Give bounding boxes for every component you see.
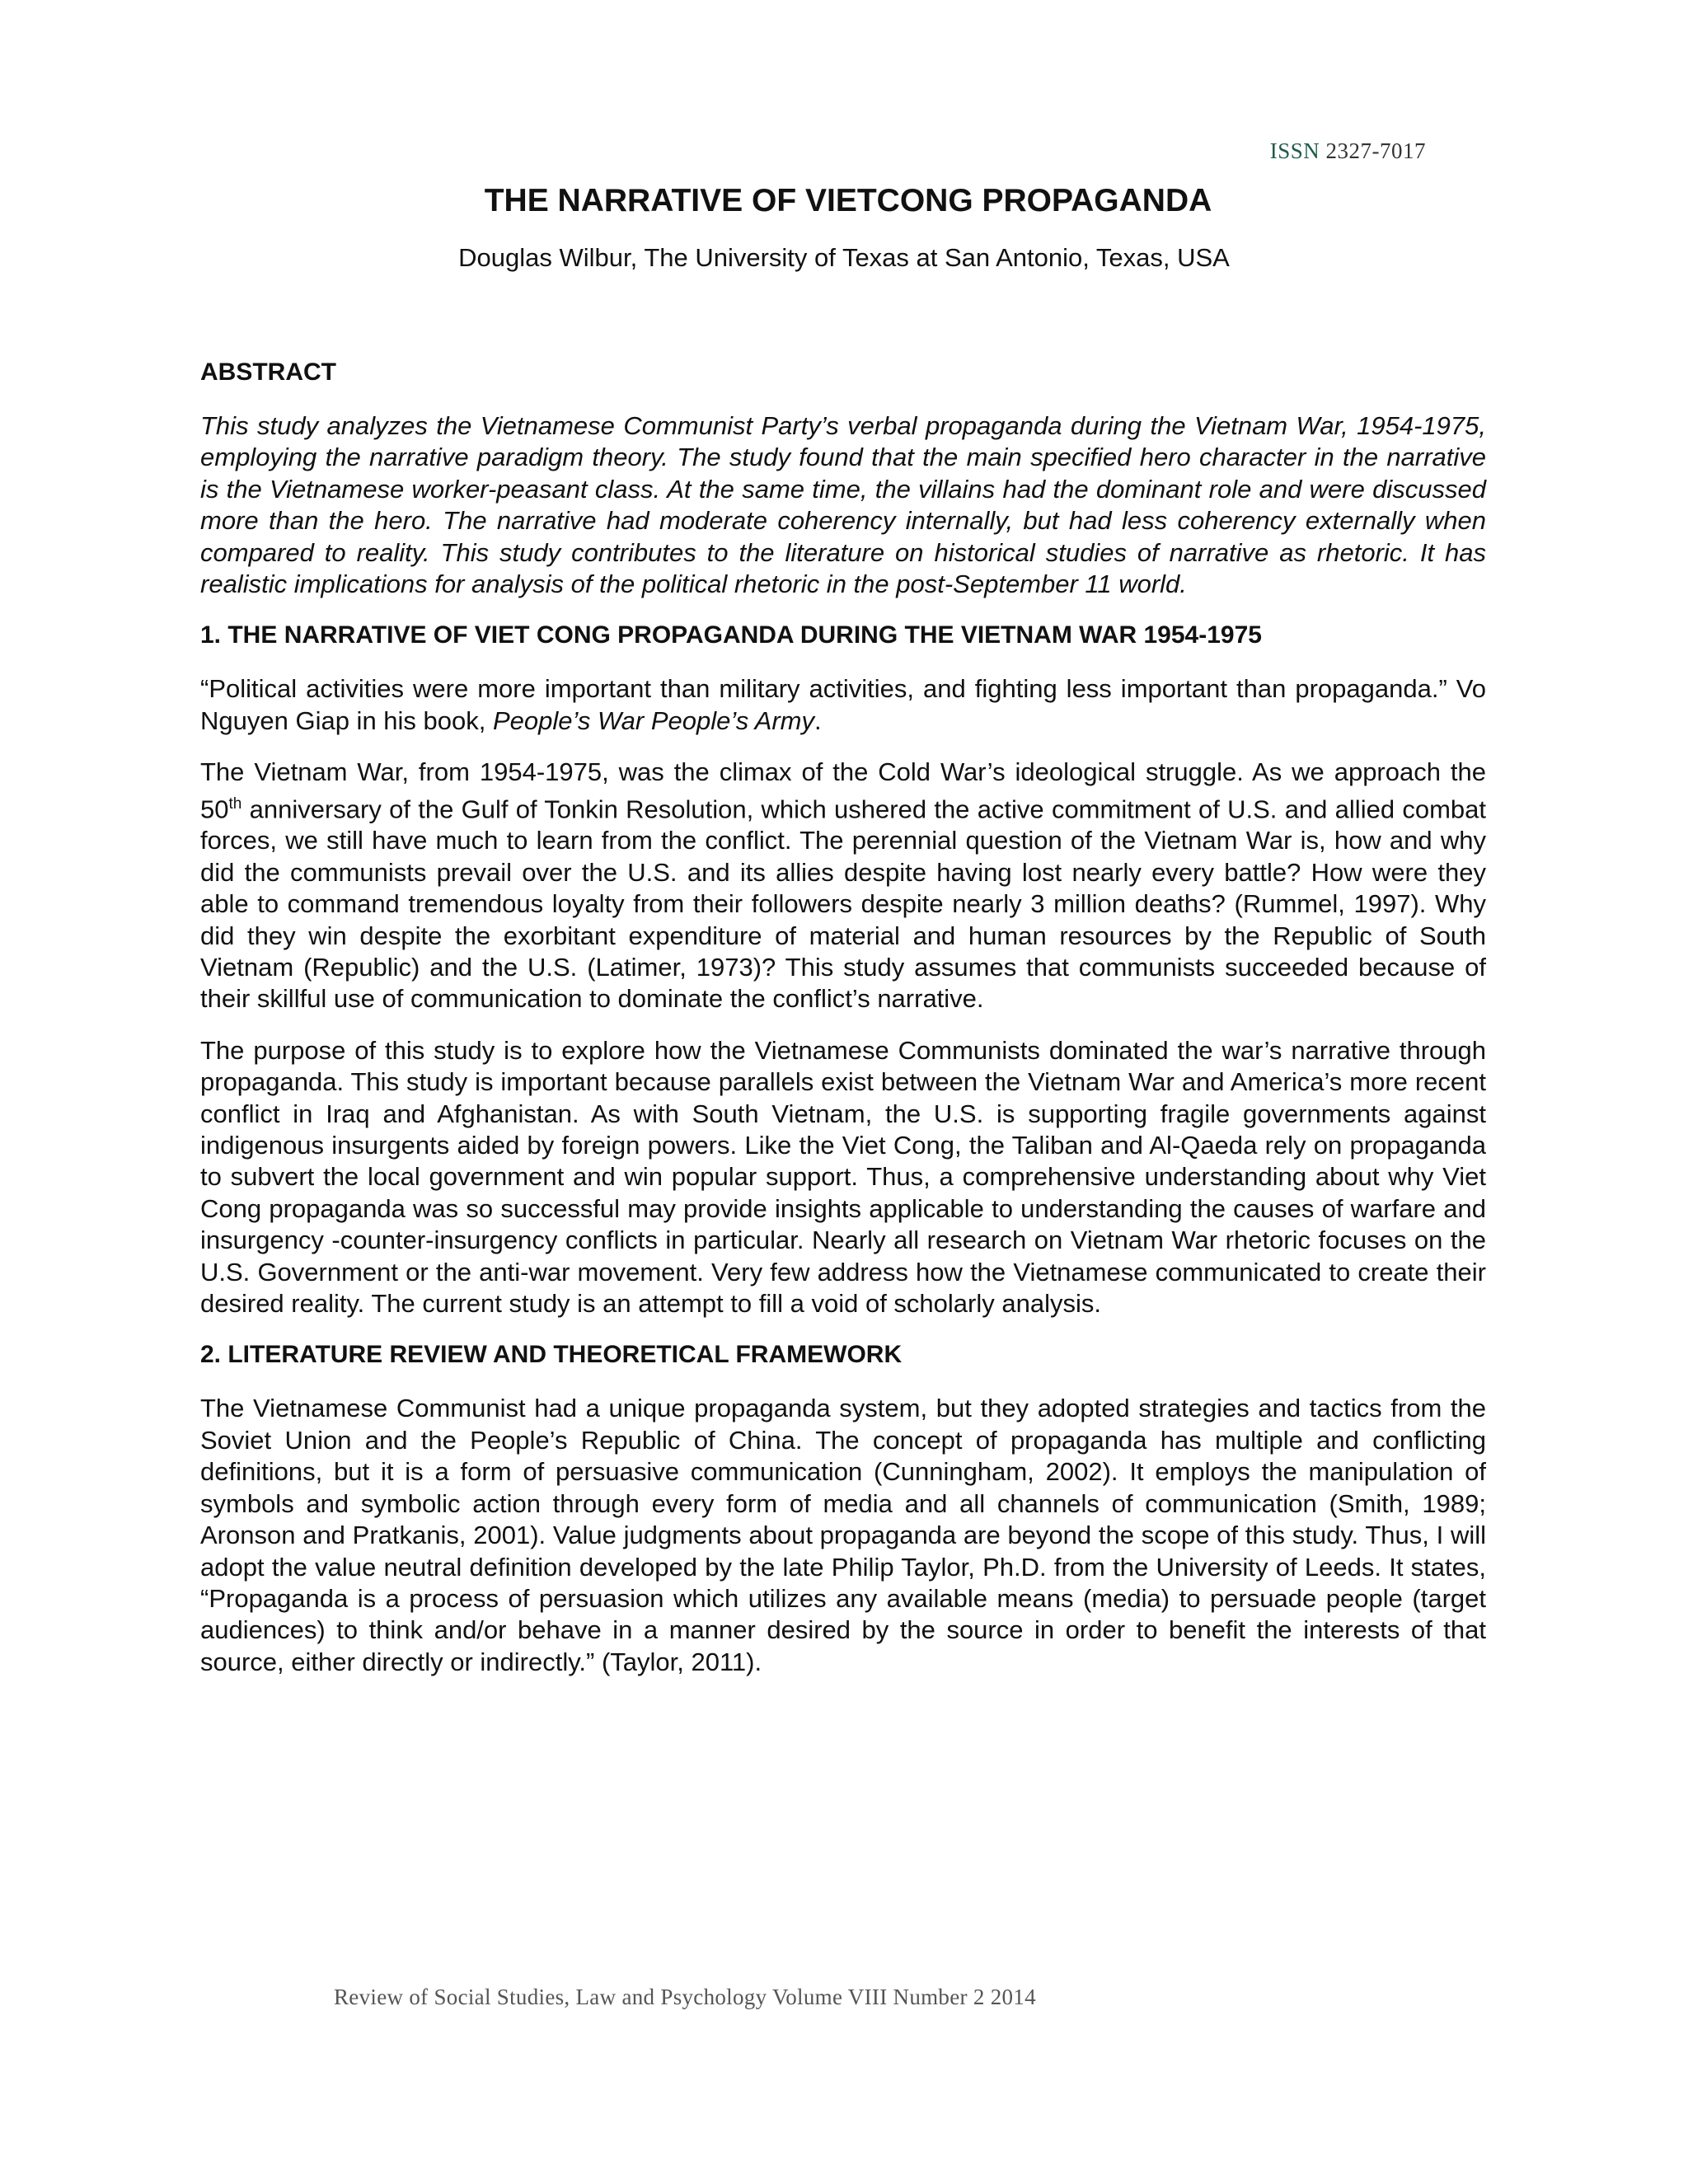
journal-footer: Review of Social Studies, Law and Psychology Volume VIII Number 2 2014	[334, 1985, 1036, 2009]
issn-header	[1270, 138, 1426, 164]
paper-title: THE NARRATIVE OF VIETCONG PROPAGANDA	[484, 183, 1212, 218]
section-1-quote	[200, 673, 1486, 737]
paper-body	[200, 357, 1486, 1698]
section-2-paragraph-1: The Vietnamese Communist had a unique propaganda system, but they adopted strategies and tactics from the Soviet Union and the People’s Republic of China. The concept of propaganda has multiple and conflicting definitions, but it is a form of persuasive communication (Cunningham, 2002). It employs the manipulation of symbols and symbolic action through every form of media and all channels of communication (Smith, 1989; Aronson and Pratkanis, 2001). Value judgments about propaganda are beyond the scope of this study. Thus, I will adopt the value neutral definition developed by the late Philip Taylor, Ph.D. from the University of Leeds. It states, “Propaganda is a process of persuasion which utilizes any available means (media) to persuade people (target audiences) to think and/or behave in a manner desired by the source in order to benefit the interests of that source, either directly or indirectly.” (Taylor, 2011).	[200, 1394, 1486, 1676]
abstract-heading: ABSTRACT	[200, 359, 336, 386]
section-1-paragraph-3: The purpose of this study is to explore how the Vietnamese Communists dominated the war’s narrative through propaganda. This study is important because parallels exist between the Vietnam War and America’s more recent conflict in Iraq and Afghanistan. As with South Vietnam, the U.S. is supporting fragile governments against indigenous insurgents aided by foreign powers. Like the Viet Cong, the Taliban and Al-Qaeda rely on propaganda to subvert the local government and win popular support. Thus, a comprehensive understanding about why Viet Cong propaganda was so successful may provide insights applicable to understanding the causes of warfare and insurgency -counter-insurgency conflicts in particular. Nearly all research on Vietnam War rhetoric focuses on the U.S. Government or the anti-war movement. Very few address how the Vietnamese communicated to create their desired reality. The current study is an attempt to fill a void of scholarly analysis.	[200, 1035, 1486, 1319]
paragraph-2-part-b: anniversary of the Gulf of Tonkin Resolution, which ushered the active commitment of U.S. and allied combat forces, we still have much to learn from the conflict. The perennial question of the Vietnam War is, how and why did the communists prevail over the U.S. and its allies despite having lost nearly every battle? How were they able to command tremendous loyalty from their followers despite nearly 3 million deaths? (Rummel, 1997). Why did they win despite the exorbitant expenditure of material and human resources by the Republic of South Vietnam (Republic) and the U.S. (Latimer, 1973)? This study assumes that communists succeeded because of their skillful use of communication to dominate the conflict’s narrative.	[200, 794, 1486, 1014]
quote-book-title: People’s War People’s Army	[493, 705, 814, 735]
section-1-paragraph-2	[200, 757, 1486, 1015]
paragraph-2-part-a: The Vietnam War, from 1954-1975, was the climax of the Cold War’s ideological struggle. As we approach the 50	[200, 757, 1486, 823]
abstract-text: This study analyzes the Vietnamese Communist Party’s verbal propaganda during the Vietnam War, 1954-1975, employing the narrative paradigm theory. The study found that the main specified hero character in the narrative is the Vietnamese worker-peasant class. At the same time, the villains had the dominant role and were discussed more than the hero. The narrative had moderate coherency internally, but had less coherency externally when compared to reality. This study contributes to the literature on historical studies of narrative as rhetoric. It has realistic implications for analysis of the political rhetoric in the post-September 11 world.	[200, 411, 1486, 599]
section-2-heading: 2. LITERATURE REVIEW AND THEORETICAL FRAMEWORK	[200, 1341, 903, 1369]
ordinal-superscript: th	[228, 794, 242, 813]
quote-text: “Political activities were more important than military activities, and fighting less important than propaganda.” Vo Nguyen Giap in his book,	[200, 674, 1486, 735]
quote-end: .	[814, 705, 822, 735]
section-1-heading: 1. THE NARRATIVE OF VIET CONG PROPAGANDA DURING THE VIETNAM WAR 1954-1975	[200, 621, 1262, 649]
issn-label: ISSN	[1269, 138, 1320, 163]
author-line: Douglas Wilbur, The University of Texas at San Antonio, Texas, USA	[458, 243, 1230, 272]
issn-number: 2327-7017	[1325, 138, 1426, 163]
